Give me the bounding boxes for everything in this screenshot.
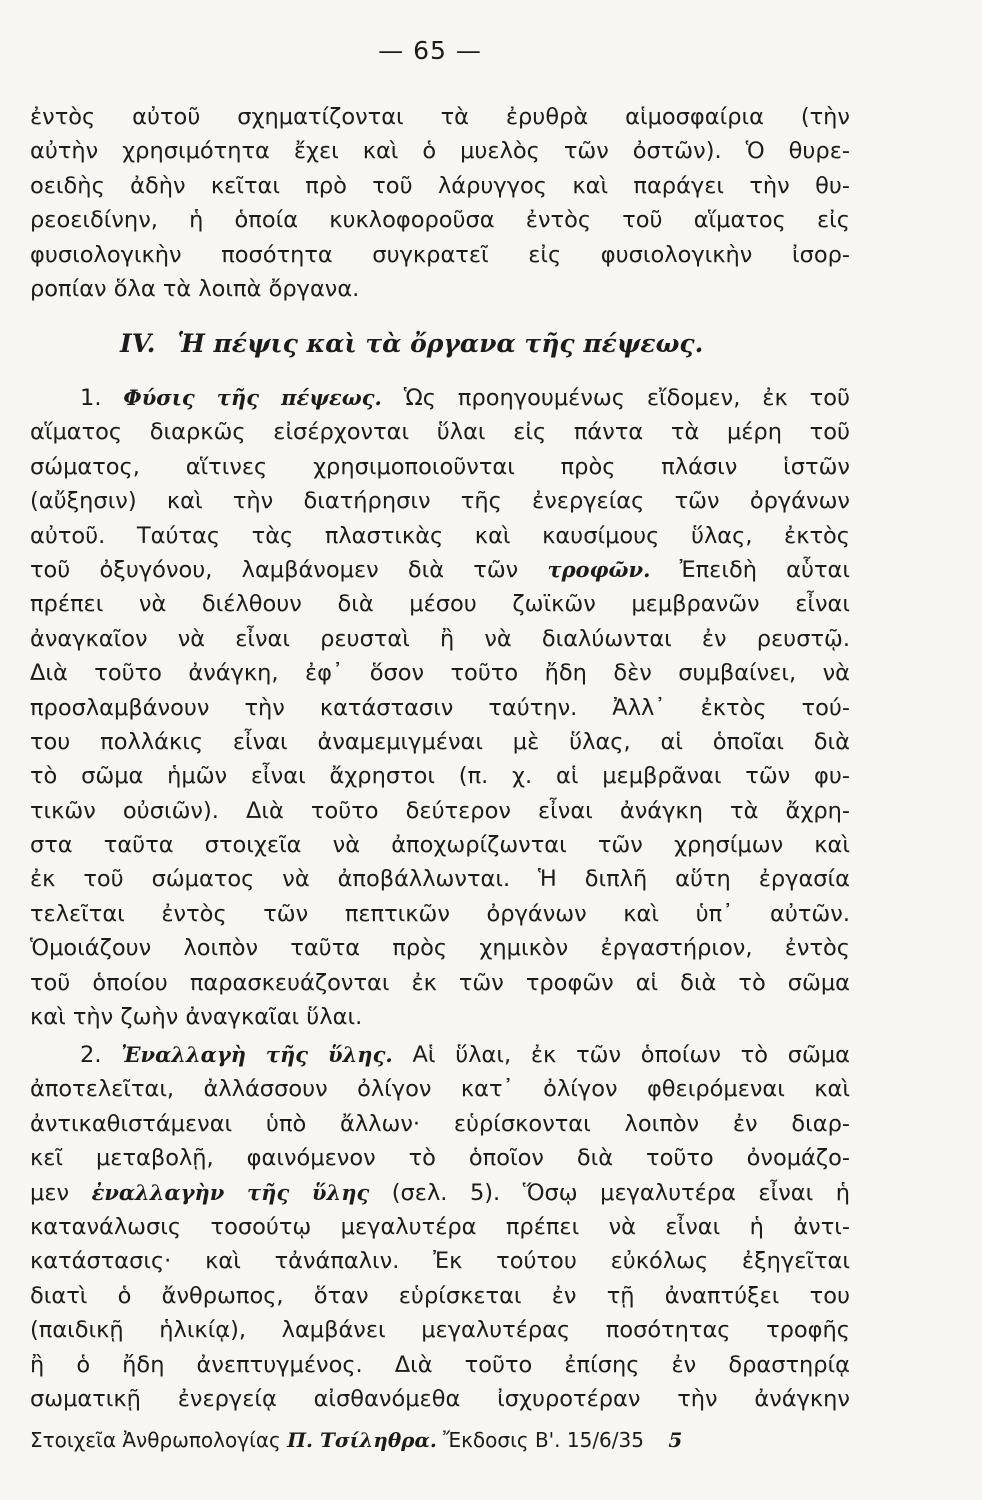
text-line: σώματος, αἵτινες χρησιμοποιοῦνται πρὸς πλάσιν ἱστῶν xyxy=(30,453,850,480)
term-heading: Ἐναλλαγὴ τῆς ὕλης. xyxy=(121,1042,393,1067)
text-line: ἢ ὁ ἤδη ἀνεπτυγμένος. Διὰ τοῦτο ἐπίσης ἐν δραστηρίᾳ xyxy=(30,1351,850,1378)
text-line: πρέπει νὰ διέλθουν διὰ μέσου ζωϊκῶν μεμβρανῶν εἶναι xyxy=(30,591,850,618)
text-line: φυσιολογικὴν ποσότητα συγκρατεῖ εἰς φυσιολογικὴν ἰσορ- xyxy=(30,241,850,268)
text-line: τικῶν οὐσιῶν). Διὰ τοῦτο δεύτερον εἶναι ἀνάγκη τὰ ἄχρη- xyxy=(30,797,850,824)
paragraph-metabolism xyxy=(30,1038,850,1416)
text-run: Ὡς προηγουμένως εἴδομεν, ἐκ τοῦ xyxy=(403,385,850,411)
text-line xyxy=(30,381,850,415)
text-line: ἀποτελεῖται, ἀλλάσσουν ὀλίγον κατ᾽ ὀλίγον φθειρόμεναι καὶ xyxy=(30,1076,850,1103)
footer-author: Π. Τσίληθρα. xyxy=(287,1428,437,1452)
section-heading xyxy=(120,324,820,364)
text-line: αὐτὴν χρησιμότητα ἔχει καὶ ὁ μυελὸς τῶν ὀστῶν). Ὁ θυρε- xyxy=(30,138,850,165)
text-line: ρεοειδίνην, ἡ ὁποία κυκλοφοροῦσα ἐντὸς τοῦ αἵματος εἰς xyxy=(30,207,850,234)
text-line xyxy=(30,1176,850,1210)
text-line: καὶ τὴν ζωὴν ἀναγκαῖαι ὕλαι. xyxy=(30,1004,363,1031)
text-line: Ὁμοιάζουν λοιπὸν ταῦτα πρὸς χημικὸν ἐργαστήριον, ἐντὸς xyxy=(30,935,850,962)
text-line: τὸ σῶμα ἡμῶν εἶναι ἄχρηστοι (π. χ. αἱ μεμβρᾶναι τῶν φυ- xyxy=(30,763,850,790)
text-run: Ἐπειδὴ αὗται xyxy=(679,556,850,583)
text-line: του πολλάκις εἶναι ἀναμεμιγμέναι μὲ ὕλας, αἱ ὁποῖαι διὰ xyxy=(30,728,850,755)
text-line: κεῖ μεταβολῇ, φαινόμενον τὸ ὁποῖον διὰ τοῦτο ὀνομάζο- xyxy=(30,1145,850,1172)
text-line: προσλαμβάνουν τὴν κατάστασιν ταύτην. Ἀλλ᾽ ἐκτὸς τού- xyxy=(30,694,850,721)
text-line: ροπίαν ὅλα τὰ λοιπὰ ὄργανα. xyxy=(30,275,360,302)
text-line: ἀναγκαῖον νὰ εἶναι ρευσταὶ ἢ νὰ διαλύωνται ἐν ρευστῷ. xyxy=(30,625,850,652)
text-line: τοῦ ὁποίου παρασκευάζονται ἐκ τῶν τροφῶν αἱ διὰ τὸ σῶμα xyxy=(30,969,850,996)
footer-signature: 5 xyxy=(668,1428,683,1452)
text-line: Διὰ τοῦτο ἀνάγκη, ἐφ᾽ ὅσον τοῦτο ἤδη δὲν συμβαίνει, νὰ xyxy=(30,660,850,687)
term-emphasis: τροφῶν. xyxy=(547,556,651,582)
text-line: σωματικῇ ἐνεργείᾳ αἰσθανόμεθα ἰσχυροτέραν τὴν ἀνάγκην xyxy=(30,1385,850,1412)
text-run: τοῦ ὀξυγόνου, λαμβάνομεν διὰ τῶν xyxy=(30,556,519,583)
text-run: Αἱ ὕλαι, ἐκ τῶν ὁποίων τὸ σῶμα xyxy=(412,1042,850,1068)
text-line: ἐντὸς αὐτοῦ σχηματίζονται τὰ ἐρυθρὰ αἱμοσφαίρια (τὴν xyxy=(30,104,850,130)
section-title: Ἡ πέψις καὶ τὰ ὄργανα τῆς πέψεως. xyxy=(177,329,704,358)
text-run: μεν xyxy=(30,1179,70,1206)
text-line: τελεῖται ἐντὸς τῶν πεπτικῶν ὀργάνων καὶ ὑπ᾽ αὐτῶν. xyxy=(30,900,850,927)
text-line: οειδὴς ἀδὴν κεῖται πρὸ τοῦ λάρυγγος καὶ παράγει τὴν θυ- xyxy=(30,172,850,199)
text-line xyxy=(30,1038,850,1072)
text-line: στα ταῦτα στοιχεῖα νὰ ἀποχωρίζωνται τῶν χρησίμων καὶ xyxy=(30,832,850,859)
text-run: (σελ. 5). Ὅσῳ μεγαλυτέρα εἶναι ἡ xyxy=(391,1179,850,1206)
footer-book-title: Στοιχεῖα Ἀνθρωπολογίας xyxy=(30,1428,281,1452)
text-line: διατὶ ὁ ἄνθρωπος, ὅταν εὑρίσκεται ἐν τῇ ἀναπτύξει του xyxy=(30,1282,850,1309)
text-line: ἐκ τοῦ σώματος νὰ ἀποβάλλωνται. Ἡ διπλῆ αὕτη ἐργασία xyxy=(30,866,850,893)
text-line: ἀντικαθιστάμεναι ὑπὸ ἄλλων· εὑρίσκονται λοιπὸν ἐν διαρ- xyxy=(30,1110,850,1137)
page-footer xyxy=(30,1428,830,1452)
section-number: IV. xyxy=(120,329,156,358)
text-line: κατανάλωσις τοσούτῳ μεγαλυτέρα πρέπει νὰ εἶναι ἡ ἀντι- xyxy=(30,1213,850,1240)
text-line: (παιδικῇ ἡλικίᾳ), λαμβάνει μεγαλυτέρας ποσότητας τροφῆς xyxy=(30,1317,850,1344)
term-heading: Φύσις τῆς πέψεως. xyxy=(123,385,382,410)
page-number: — 65 — xyxy=(378,36,482,65)
footer-edition: Ἔκδοσις Β'. 15/6/35 xyxy=(443,1428,644,1452)
text-line: αὐτοῦ. Ταύτας τὰς πλαστικὰς καὶ καυσίμους ὕλας, ἐκτὸς xyxy=(30,522,850,549)
term-emphasis: ἐναλλαγὴν τῆς ὕλης xyxy=(91,1179,370,1205)
item-number: 1. xyxy=(80,385,102,411)
paragraph-continuation xyxy=(30,100,850,306)
text-line: κατάστασις· καὶ τἀνάπαλιν. Ἐκ τούτου εὐκόλως ἐξηγεῖται xyxy=(30,1248,850,1275)
paragraph-digestion-nature xyxy=(30,381,850,1034)
item-number: 2. xyxy=(80,1042,102,1068)
text-line xyxy=(30,553,850,587)
text-line: (αὔξησιν) καὶ τὴν διατήρησιν τῆς ἐνεργείας τῶν ὀργάνων xyxy=(30,488,850,515)
text-line: αἵματος διαρκῶς εἰσέρχονται ὕλαι εἰς πάντα τὰ μέρη τοῦ xyxy=(30,419,850,446)
